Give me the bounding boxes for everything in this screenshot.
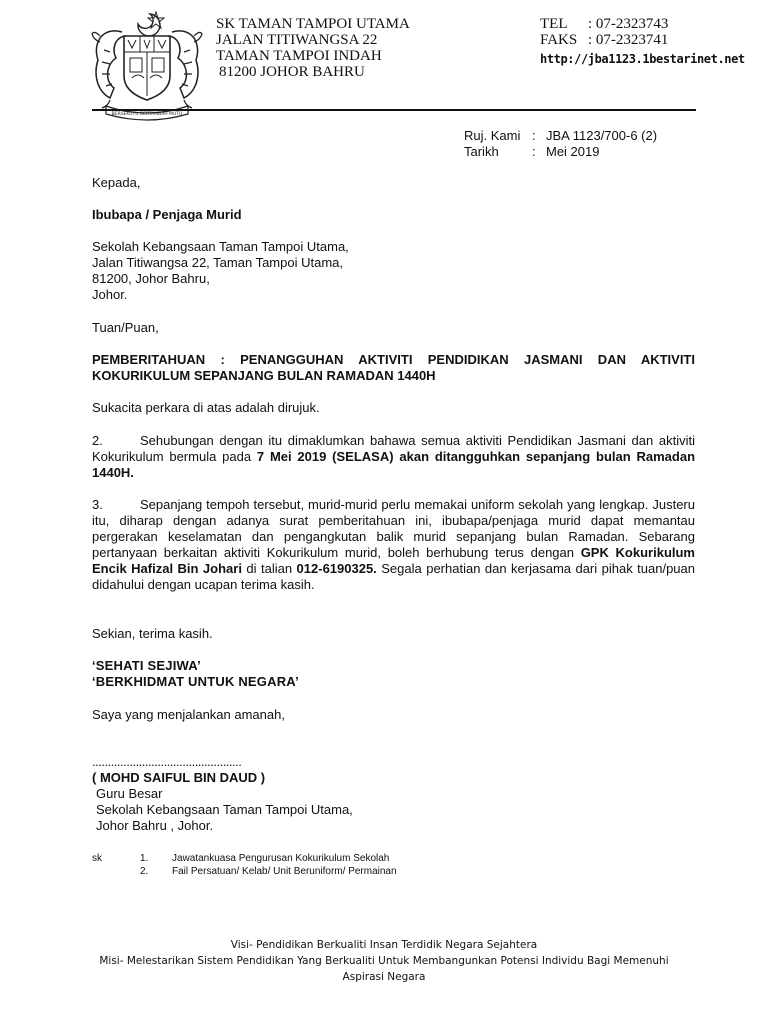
reference-block: [464, 128, 657, 160]
contact-block: [540, 16, 745, 67]
motto-sehati-sejiwa: ‘SEHATI SEJIWA’: [92, 658, 201, 673]
paragraph-2-text: Sehubungan dengan itu dimaklumkan bahawa semua aktiviti Pendidikan Jasmani dan aktiviti Kokurikulum bermula pada: [92, 433, 695, 464]
paragraph-2-bold-rest: (SELASA) akan ditangguhkan sepanjang bulan Ramadan 1440H.: [92, 449, 696, 480]
recipient-title: Ibubapa / Penjaga Murid: [92, 207, 242, 222]
cc-item-number: 2.: [140, 866, 149, 877]
recipient-address-line: Johor.: [92, 287, 128, 302]
ruj-colon: :: [532, 128, 536, 143]
signature-dots: ................................................: [92, 754, 242, 769]
school-address-line2: TAMAN TAMPOI INDAH: [216, 48, 382, 64]
tarikh-colon: :: [532, 144, 536, 159]
ruj-value: JBA 1123/700-6 (2): [546, 128, 658, 143]
malaysia-coat-of-arms-icon: [86, 6, 208, 124]
paragraph-3-text-b: di talian: [241, 561, 297, 576]
paragraph-3-text-c: Segala perhatian dan kerjasama dari pihak tuan/puan didahului dengan ucapan terima kasih.: [92, 561, 695, 592]
vision-mission-footer: [60, 937, 708, 985]
tel-label: TEL: [540, 16, 568, 32]
fax-value: : 07-2323741: [588, 32, 669, 48]
paragraph-3-phone: 012-6190325.: [296, 561, 377, 576]
recipient-address-line: 81200, Johor Bahru,: [92, 271, 210, 286]
school-address-line3: 81200 JOHOR BAHRU: [219, 64, 365, 80]
paragraph-1: Sukacita perkara di atas adalah dirujuk.: [92, 400, 320, 415]
paragraph-2: [92, 433, 695, 481]
tarikh-label: Tarikh: [464, 144, 499, 159]
cc-label: sk: [92, 853, 102, 864]
signatory-city: Johor Bahru , Johor.: [96, 818, 214, 833]
header-divider: [92, 109, 696, 111]
tel-value: : 07-2323743: [588, 16, 669, 32]
closing-line: Sekian, terima kasih.: [92, 626, 213, 641]
motto-block: [92, 658, 695, 690]
cc-item-number: 1.: [140, 853, 149, 864]
subject-line: PEMBERITAHUAN : PENANGGUHAN AKTIVITI PENDIDIKAN JASMANI DAN AKTIVITI KOKURIKULUM SEPANJANG BULAN RAMADAN 1440H: [92, 352, 695, 383]
signatory-name: ( MOHD SAIFUL BIN DAUD ): [92, 770, 266, 785]
tarikh-value: Mei 2019: [546, 144, 600, 159]
trust-line: Saya yang menjalankan amanah,: [92, 707, 285, 722]
school-address-line1: JALAN TITIWANGSA 22: [216, 32, 378, 48]
paragraph-3-text-a: Sepanjang tempoh tersebut, murid-murid perlu memakai uniform sekolah yang lengkap. Justeru itu, diharap dengan adanya surat pemberitahuan ini, ibubapa/penjaga murid dapat memantau pergerakan keselamatan dan pengangkutan balik murid sepanjang bulan Ramadan. Sebarang pertanyaan berkaitan aktiviti Kokurikulum murid, boleh berhubung terus dengan: [92, 497, 695, 560]
paragraph-3-contact: GPK Kokurikulum Encik Hafizal Bin Johari: [92, 545, 695, 576]
mission-line-1: Misi- Melestarikan Sistem Pendidikan Yang Berkualiti Untuk Membangunkan Potensi Individu Bagi Memenuhi: [99, 955, 669, 967]
fax-label: FAKS: [540, 32, 578, 48]
crest-motto: BERSEKUTU BERTAMBAH MUTU: [111, 112, 183, 117]
recipient-address: [92, 239, 695, 303]
salutation: Tuan/Puan,: [92, 320, 159, 335]
website-link[interactable]: http://jba1123.1bestarinet.net: [540, 52, 745, 66]
cc-item-text: Jawatankuasa Pengurusan Kokurikulum Sekolah: [172, 853, 390, 864]
school-name: SK TAMAN TAMPOI UTAMA: [216, 16, 410, 32]
kepada-line: Kepada,: [92, 175, 141, 190]
signatory-position: Guru Besar: [96, 786, 163, 801]
signature-block: [92, 754, 695, 834]
recipient-address-line: Sekolah Kebangsaan Taman Tampoi Utama,: [92, 239, 349, 254]
school-header: [216, 16, 410, 80]
signatory-school: Sekolah Kebangsaan Taman Tampoi Utama,: [96, 802, 353, 817]
paragraph-2-number: 2.: [92, 433, 103, 448]
recipient-address-line: Jalan Titiwangsa 22, Taman Tampoi Utama,: [92, 255, 343, 270]
paragraph-3: [92, 497, 695, 593]
paragraph-2-date: 7 Mei 2019: [256, 449, 327, 464]
vision-line: Visi- Pendidikan Berkualiti Insan Terdidik Negara Sejahtera: [230, 939, 538, 951]
mission-line-2: Aspirasi Negara: [342, 971, 426, 983]
motto-berkhidmat: ‘BERKHIDMAT UNTUK NEGARA’: [92, 674, 299, 689]
cc-item-text: Fail Persatuan/ Kelab/ Unit Beruniform/ Permainan: [172, 866, 397, 877]
paragraph-3-number: 3.: [92, 497, 103, 512]
cc-list: [92, 852, 397, 878]
ruj-label: Ruj. Kami: [464, 128, 521, 143]
